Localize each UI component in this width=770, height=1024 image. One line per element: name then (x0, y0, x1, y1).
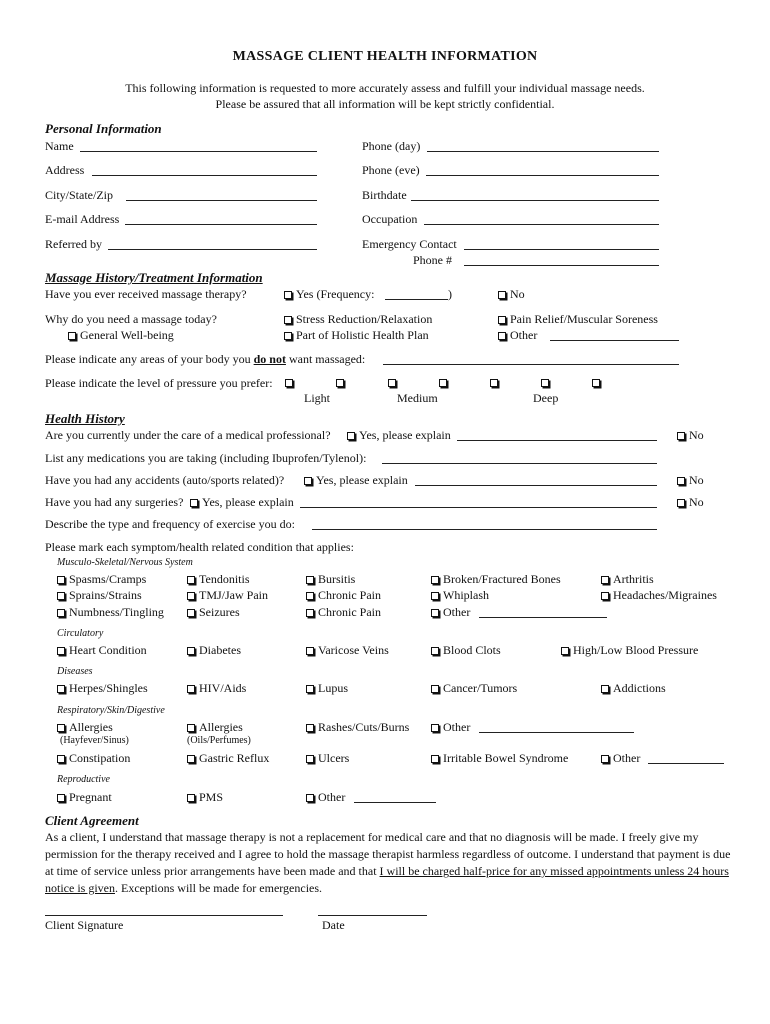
checkbox-icon[interactable] (57, 609, 65, 617)
checkbox-icon[interactable] (306, 724, 314, 732)
massage-q3: Please indicate any areas of your body you do not want massaged: (45, 352, 366, 366)
city-label: City/State/Zip (45, 188, 113, 202)
checkbox-icon[interactable] (187, 794, 195, 802)
address-label: Address (45, 163, 85, 177)
checkbox-icon[interactable] (57, 794, 65, 802)
cond-chronic-2[interactable]: Chronic Pain (306, 605, 381, 620)
cond-constipation[interactable]: Constipation (57, 751, 130, 766)
option-other[interactable]: Other (498, 328, 537, 343)
musculo-heading: Musculo-Skeletal/Nervous System (57, 557, 193, 568)
frequency-close: ) (448, 287, 452, 301)
checkbox-icon[interactable] (498, 291, 506, 299)
circulatory-heading: Circulatory (57, 628, 104, 639)
email-field[interactable] (125, 224, 317, 225)
emergency-phone-field[interactable] (464, 265, 659, 266)
pressure-checkbox-3[interactable] (388, 379, 396, 387)
health-q4-no[interactable]: No (677, 495, 704, 510)
checkbox-icon[interactable] (187, 592, 195, 600)
page-title: MASSAGE CLIENT HEALTH INFORMATION (232, 49, 538, 64)
cond-varicose[interactable]: Varicose Veins (306, 643, 389, 658)
checkbox-icon[interactable] (498, 332, 506, 340)
cond-sprains[interactable]: Sprains/Strains (57, 588, 142, 603)
cond-lupus[interactable]: Lupus (306, 681, 348, 696)
checkbox-icon[interactable] (601, 755, 609, 763)
cond-cancer[interactable]: Cancer/Tumors (431, 681, 517, 696)
checkbox-icon[interactable] (306, 609, 314, 617)
checkbox-icon[interactable] (677, 432, 685, 440)
hayfever-note: (Hayfever/Sinus) (60, 735, 129, 746)
health-q3-yes[interactable]: Yes, please explain (304, 473, 408, 488)
phone-eve-field[interactable] (426, 175, 659, 176)
checkbox-icon[interactable] (284, 291, 292, 299)
occupation-label: Occupation (362, 212, 418, 226)
checkbox-icon[interactable] (190, 499, 198, 507)
checkbox-icon[interactable] (431, 609, 439, 617)
resp-heading: Respiratory/Skin/Digestive (57, 705, 165, 716)
referred-label: Referred by (45, 237, 102, 251)
checkbox-icon[interactable] (431, 685, 439, 693)
checkbox-icon[interactable] (431, 755, 439, 763)
checkbox-icon[interactable] (68, 332, 76, 340)
checkbox-icon[interactable] (431, 724, 439, 732)
cond-bp[interactable]: High/Low Blood Pressure (561, 643, 698, 658)
no-massage-areas-field[interactable] (383, 364, 679, 365)
emergency-field[interactable] (464, 249, 659, 250)
diseases-heading: Diseases (57, 666, 93, 677)
pressure-checkbox-6[interactable] (541, 379, 549, 387)
checkbox-icon[interactable] (498, 316, 506, 324)
phone-day-field[interactable] (427, 151, 659, 152)
cond-tmj[interactable]: TMJ/Jaw Pain (187, 588, 268, 603)
checkbox-icon[interactable] (306, 576, 314, 584)
other-digestive-field[interactable] (648, 763, 724, 764)
option-general[interactable]: General Well-being (68, 328, 174, 343)
pressure-checkbox-5[interactable] (490, 379, 498, 387)
checkbox-icon[interactable] (187, 685, 195, 693)
agreement-heading: Client Agreement (45, 813, 139, 828)
checkbox-icon[interactable] (431, 576, 439, 584)
surgeries-field[interactable] (300, 507, 657, 508)
pressure-checkbox-1[interactable] (285, 379, 293, 387)
pressure-checkbox-7[interactable] (592, 379, 600, 387)
health-q5: Describe the type and frequency of exercise you do: (45, 517, 295, 531)
cond-ibs[interactable]: Irritable Bowel Syndrome (431, 751, 568, 766)
checkbox-icon[interactable] (57, 592, 65, 600)
date-label: Date (322, 918, 345, 932)
name-field[interactable] (80, 151, 317, 152)
cond-arthritis[interactable]: Arthritis (601, 572, 654, 587)
checkbox-icon[interactable] (57, 755, 65, 763)
birthdate-label: Birthdate (362, 188, 407, 202)
cond-whiplash[interactable]: Whiplash (431, 588, 489, 603)
other-reproductive-field[interactable] (354, 802, 436, 803)
cond-other-2[interactable]: Other (431, 720, 470, 735)
occupation-field[interactable] (424, 224, 659, 225)
referred-field[interactable] (108, 249, 317, 250)
health-q6: Please mark each symptom/health related condition that applies: (45, 540, 354, 554)
phone-eve-label: Phone (eve) (362, 163, 420, 177)
checkbox-icon[interactable] (306, 592, 314, 600)
checkbox-icon[interactable] (601, 576, 609, 584)
cond-hiv[interactable]: HIV/Aids (187, 681, 246, 696)
checkbox-icon[interactable] (431, 592, 439, 600)
health-q1: Are you currently under the care of a medical professional? (45, 428, 331, 442)
cond-broken[interactable]: Broken/Fractured Bones (431, 572, 561, 587)
health-q1-no[interactable]: No (677, 428, 704, 443)
pressure-light: Light (304, 391, 330, 405)
cond-other[interactable]: Other (431, 605, 470, 620)
personal-info-heading: Personal Information (45, 121, 162, 136)
checkbox-icon[interactable] (306, 794, 314, 802)
cond-addictions[interactable]: Addictions (601, 681, 666, 696)
name-label: Name (45, 139, 74, 153)
other-musculo-field[interactable] (479, 617, 607, 618)
other-reason-field[interactable] (550, 340, 679, 341)
reproductive-heading: Reproductive (57, 774, 110, 785)
checkbox-icon[interactable] (187, 576, 195, 584)
checkbox-icon[interactable] (187, 755, 195, 763)
checkbox-icon[interactable] (187, 724, 195, 732)
cond-numbness[interactable]: Numbness/Tingling (57, 605, 164, 620)
checkbox-icon[interactable] (57, 685, 65, 693)
cond-ulcers[interactable]: Ulcers (306, 751, 349, 766)
other-resp-field[interactable] (479, 732, 634, 733)
cond-pms[interactable]: PMS (187, 790, 223, 805)
cond-bursitis[interactable]: Bursitis (306, 572, 355, 587)
cond-other-3[interactable]: Other (601, 751, 640, 766)
checkbox-icon[interactable] (561, 647, 569, 655)
cond-herpes[interactable]: Herpes/Shingles (57, 681, 148, 696)
option-stress[interactable]: Stress Reduction/Relaxation (284, 312, 432, 327)
checkbox-icon[interactable] (601, 592, 609, 600)
health-q3: Have you had any accidents (auto/sports related)? (45, 473, 285, 487)
massage-q1-yes[interactable]: Yes (Frequency: (284, 287, 374, 302)
pressure-checkbox-4[interactable] (439, 379, 447, 387)
intro-line-1: This following information is requested to more accurately assess and fulfill your individual massage needs. (125, 81, 645, 95)
checkbox-icon[interactable] (306, 755, 314, 763)
checkbox-icon[interactable] (431, 647, 439, 655)
birthdate-field[interactable] (411, 200, 659, 201)
signature-label: Client Signature (45, 918, 124, 932)
checkbox-icon[interactable] (57, 724, 65, 732)
accidents-field[interactable] (415, 485, 657, 486)
cond-clots[interactable]: Blood Clots (431, 643, 501, 658)
cond-chronic[interactable]: Chronic Pain (306, 588, 381, 603)
checkbox-icon[interactable] (306, 685, 314, 693)
cond-diabetes[interactable]: Diabetes (187, 643, 241, 658)
date-field[interactable] (318, 915, 427, 916)
checkbox-icon[interactable] (601, 685, 609, 693)
exercise-field[interactable] (312, 529, 657, 530)
cond-allergies-2[interactable]: Allergies (187, 720, 243, 735)
emergency-phone-label: Phone # (413, 253, 452, 267)
frequency-field[interactable] (385, 299, 448, 300)
cond-spasms[interactable]: Spasms/Cramps (57, 572, 146, 587)
option-pain[interactable]: Pain Relief/Muscular Soreness (498, 312, 658, 327)
pressure-checkbox-2[interactable] (336, 379, 344, 387)
checkbox-icon[interactable] (187, 609, 195, 617)
health-q4: Have you had any surgeries? (45, 495, 184, 509)
cond-headaches[interactable]: Headaches/Migraines (601, 588, 717, 603)
health-q1-yes[interactable]: Yes, please explain (347, 428, 451, 443)
cond-heart[interactable]: Heart Condition (57, 643, 147, 658)
massage-q1-no[interactable]: No (498, 287, 525, 302)
checkbox-icon[interactable] (57, 647, 65, 655)
checkbox-icon[interactable] (57, 576, 65, 584)
cond-rashes[interactable]: Rashes/Cuts/Burns (306, 720, 409, 735)
health-q4-yes[interactable]: Yes, please explain (190, 495, 294, 510)
massage-q2: Why do you need a massage today? (45, 312, 217, 326)
checkbox-icon[interactable] (284, 332, 292, 340)
emergency-label: Emergency Contact (362, 237, 457, 251)
pressure-deep: Deep (533, 391, 559, 405)
health-q3-no[interactable]: No (677, 473, 704, 488)
cond-pregnant[interactable]: Pregnant (57, 790, 112, 805)
checkbox-icon[interactable] (187, 647, 195, 655)
checkbox-icon[interactable] (306, 647, 314, 655)
email-label: E-mail Address (45, 212, 120, 226)
checkbox-icon[interactable] (677, 499, 685, 507)
intro-line-2: Please be assured that all information will be kept strictly confidential. (215, 97, 555, 111)
cond-allergies[interactable]: Allergies (57, 720, 113, 735)
checkbox-icon[interactable] (347, 432, 355, 440)
cond-seizures[interactable]: Seizures (187, 605, 240, 620)
checkbox-icon[interactable] (284, 316, 292, 324)
option-holistic[interactable]: Part of Holistic Health Plan (284, 328, 429, 343)
address-field[interactable] (92, 175, 317, 176)
massage-history-heading: Massage History/Treatment Information (45, 270, 263, 285)
signature-field[interactable] (45, 915, 283, 916)
health-q1-field[interactable] (457, 440, 657, 441)
city-field[interactable] (126, 200, 317, 201)
checkbox-icon[interactable] (304, 477, 312, 485)
cond-tendonitis[interactable]: Tendonitis (187, 572, 250, 587)
health-q2: List any medications you are taking (including Ibuprofen/Tylenol): (45, 451, 367, 465)
oils-note: (Oils/Perfumes) (187, 735, 251, 746)
health-history-heading: Health History (45, 411, 125, 426)
pressure-medium: Medium (397, 391, 438, 405)
phone-day-label: Phone (day) (362, 139, 421, 153)
massage-q1: Have you ever received massage therapy? (45, 287, 247, 301)
checkbox-icon[interactable] (677, 477, 685, 485)
cond-gastric[interactable]: Gastric Reflux (187, 751, 269, 766)
medications-field[interactable] (382, 463, 657, 464)
cond-other-4[interactable]: Other (306, 790, 345, 805)
agreement-text: As a client, I understand that massage therapy is not a replacement for medical care and that no diagnosis will be made. I freely give my permission for the therapy received and I agree to hold the massage therapist harmless regardless of outcome. I understand that payment is due at time of service unless prior arrangements have been made and that I will be charged half-price for any missed appointments unless 24 hours notice is given. Exceptions will be made for emergencies. (45, 830, 731, 895)
massage-q4: Please indicate the level of pressure you prefer: (45, 376, 273, 390)
